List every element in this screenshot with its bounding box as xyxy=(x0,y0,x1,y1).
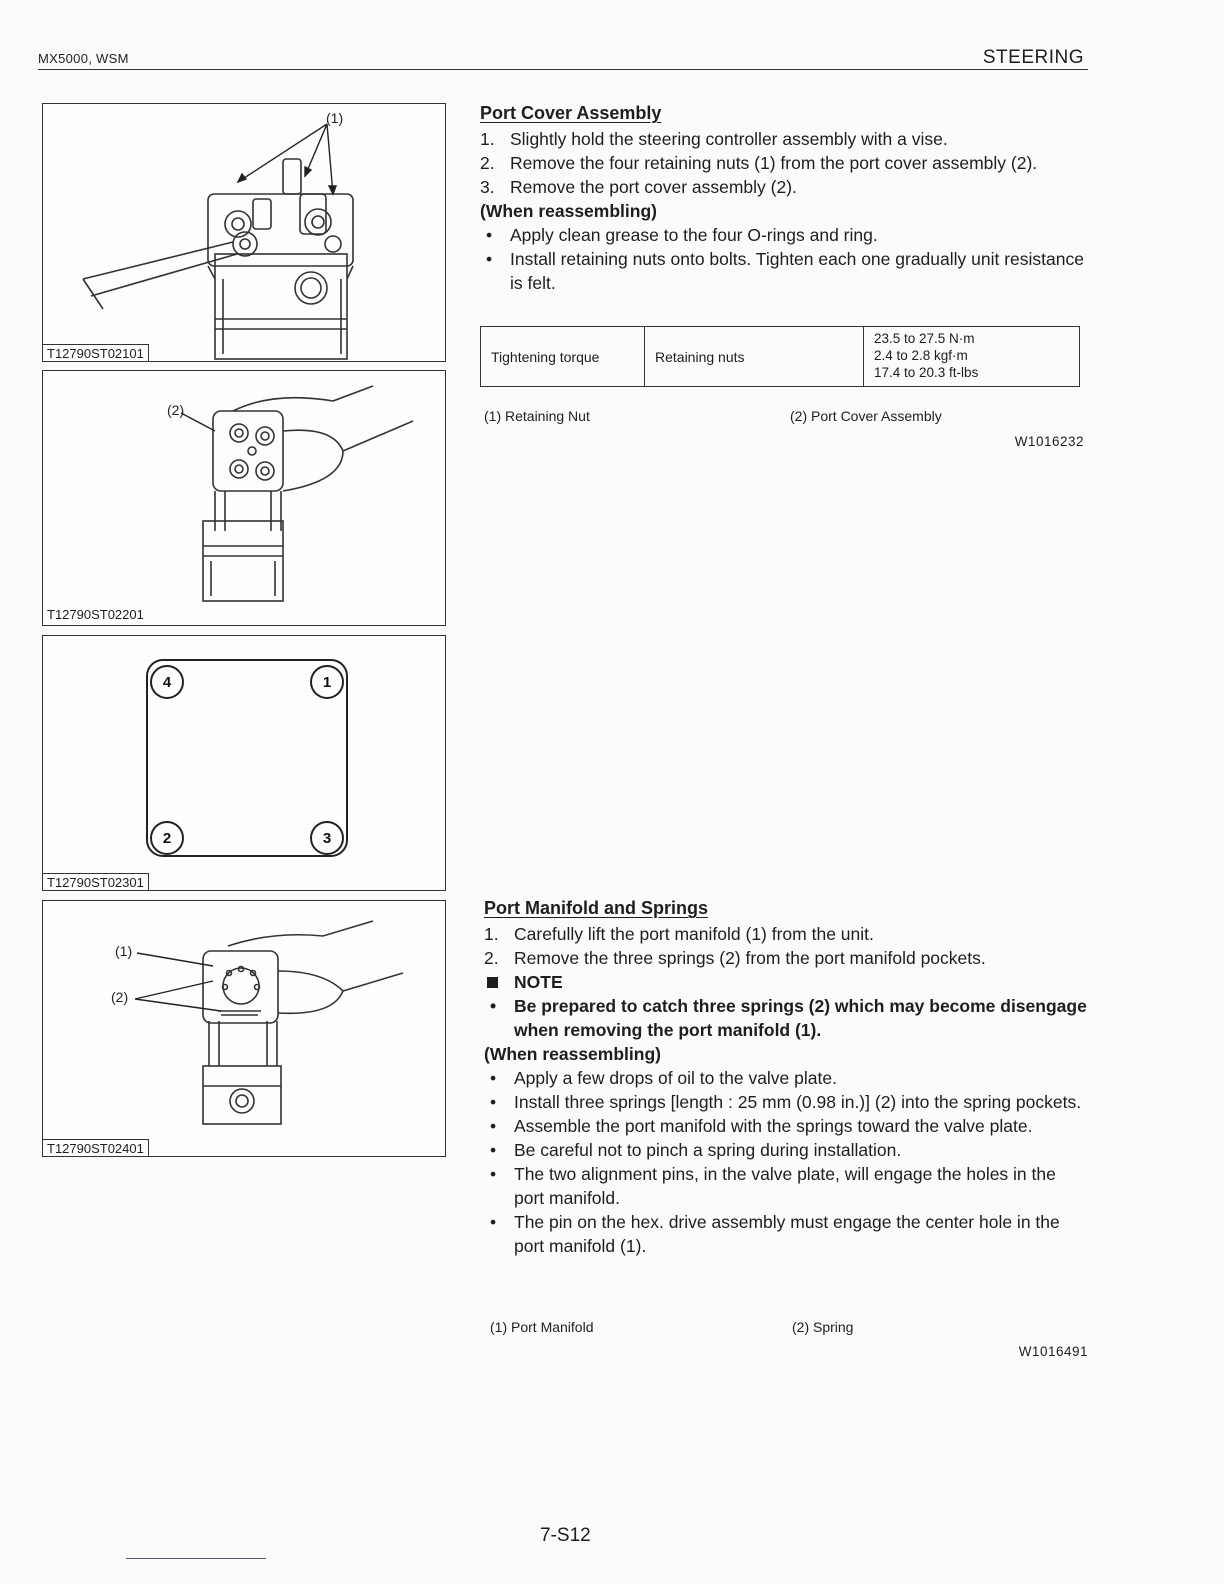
illustration-bolt-sequence xyxy=(43,636,445,890)
figure-code: T12790ST02201 xyxy=(47,607,147,622)
step-item: 1. Slightly hold the steering controller assembly with a vise. xyxy=(480,129,948,149)
torque-values: 23.5 to 27.5 N·m 2.4 to 2.8 kgf·m 17.4 to 20.3 ft-lbs xyxy=(864,327,1080,387)
bullet-item: • Apply clean grease to the four O-rings and ring. xyxy=(486,225,878,245)
bullet-item: • The pin on the hex. drive assembly must engage the center hole in the port manifold (1). xyxy=(490,1212,1060,1256)
section-port-cover xyxy=(480,101,1088,295)
step-item: 2. Remove the three springs (2) from the port manifold pockets. xyxy=(484,948,986,968)
figure-code: T12790ST02401 xyxy=(43,1139,149,1156)
note-bullet: • Be prepared to catch three springs (2) which may become disengage when removing the port manifold (1). xyxy=(490,996,1087,1040)
bullet-item: • The two alignment pins, in the valve plate, will engage the holes in the port manifold. xyxy=(490,1164,1056,1208)
sequence-number-4: 4 xyxy=(162,674,172,691)
section-title: Port Cover Assembly xyxy=(480,103,662,123)
callout-port-cover: (2) xyxy=(167,402,185,418)
torque-item: Retaining nuts xyxy=(645,327,864,387)
torque-label: Tightening torque xyxy=(481,327,645,387)
legend-item: (1) Port Manifold xyxy=(490,1319,594,1335)
section-code: W1016491 xyxy=(1018,1344,1088,1359)
header-manual-id: MX5000, WSM xyxy=(38,51,129,66)
sequence-number-1: 1 xyxy=(322,674,332,691)
note-heading: NOTE xyxy=(484,970,1088,994)
note-square-icon xyxy=(487,977,498,988)
callout-retaining-nut: (1) xyxy=(326,110,344,126)
header-rule xyxy=(38,69,1088,70)
bullet-item: • Assemble the port manifold with the springs toward the valve plate. xyxy=(490,1116,1033,1136)
figure-code: T12790ST02101 xyxy=(43,344,149,361)
legend-item: (2) Port Cover Assembly xyxy=(790,408,942,424)
section-title: Port Manifold and Springs xyxy=(484,898,708,918)
figure-port-manifold xyxy=(42,900,446,1157)
callout-port-manifold: (1) xyxy=(115,943,133,959)
reassembling-heading: (When reassembling) xyxy=(484,1044,661,1064)
sequence-number-3: 3 xyxy=(322,830,332,847)
figure-port-cover-nuts xyxy=(42,103,446,362)
figure-code: T12790ST02301 xyxy=(43,873,149,890)
section-port-manifold xyxy=(484,896,1088,1258)
bullet-item: • Apply a few drops of oil to the valve plate. xyxy=(490,1068,837,1088)
illustration-manifold-springs xyxy=(43,901,445,1156)
step-item: 3. Remove the port cover assembly (2). xyxy=(480,177,797,197)
section-code: W1016232 xyxy=(1014,434,1084,449)
legend-item: (2) Spring xyxy=(792,1319,854,1335)
bullet-item: • Be careful not to pinch a spring during installation. xyxy=(490,1140,902,1160)
step-item: 1. Carefully lift the port manifold (1) from the unit. xyxy=(484,924,874,944)
figure-port-cover-removal xyxy=(42,370,446,626)
torque-table xyxy=(480,326,1080,387)
figure-tightening-sequence xyxy=(42,635,446,891)
sequence-number-2: 2 xyxy=(162,830,172,847)
page-number: 7-S12 xyxy=(540,1525,591,1546)
step-item: 2. Remove the four retaining nuts (1) from the port cover assembly (2). xyxy=(480,153,1038,173)
bullet-item: • Install three springs [length : 25 mm (0.98 in.)] (2) into the spring pockets. xyxy=(490,1092,1082,1112)
footer-rule xyxy=(126,1558,266,1559)
bullet-item: • Install retaining nuts onto bolts. Tighten each one gradually unit resistance is felt. xyxy=(486,249,1084,293)
illustration-port-cover-lift xyxy=(43,371,445,625)
reassembling-heading: (When reassembling) xyxy=(480,201,657,221)
callout-spring: (2) xyxy=(111,989,129,1005)
legend-item: (1) Retaining Nut xyxy=(484,408,590,424)
header-section-title: STEERING xyxy=(982,47,1084,68)
illustration-controller-wrench xyxy=(43,104,445,361)
